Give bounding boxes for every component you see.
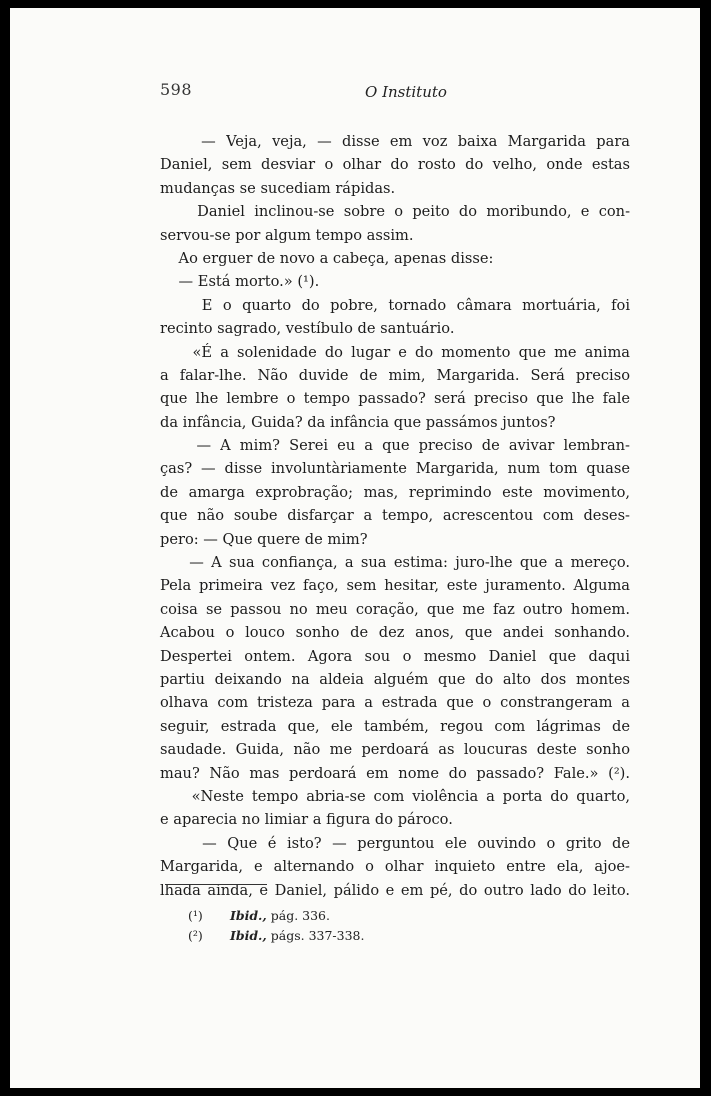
footnote-text: pág. 336. bbox=[270, 908, 330, 923]
text-line: E o quarto do pobre, tornado câmara mortuária, foi bbox=[160, 296, 630, 314]
text-line: coisa se passou no meu coração, que me faz outro homem. bbox=[160, 600, 630, 618]
text-line: — A mim? Serei eu a que preciso de avivar lembran- bbox=[160, 437, 630, 455]
text-line: que não soube disfarçar a tempo, acrescentou com deses- bbox=[160, 507, 630, 525]
footnote-1 bbox=[188, 906, 364, 926]
text-line: seguir, estrada que, ele também, regou com lágrimas de bbox=[160, 717, 630, 735]
text-line: pero: — Que quere de mim? bbox=[160, 530, 368, 548]
text-line: Daniel inclinou-se sobre o peito do moribundo, e con- bbox=[160, 203, 630, 221]
text-line: Ao erguer de novo a cabeça, apenas disse: bbox=[160, 249, 494, 267]
text-line: saudade. Guida, não me perdoará as loucuras deste sonho bbox=[160, 741, 630, 759]
text-line: — Que é isto? — perguntou ele ouvindo o grito de bbox=[160, 834, 630, 852]
footnote-mark: (¹) bbox=[188, 908, 203, 923]
text-line: olhava com tristeza para a estrada que o constrangeram a bbox=[160, 694, 630, 712]
text-line: «É a solenidade do lugar e do momento que me anima bbox=[160, 343, 630, 361]
page-header bbox=[160, 78, 470, 108]
text-line: de amarga exprobração; mas, reprimindo este movimento, bbox=[160, 483, 630, 501]
text-line: ças? — disse involuntàriamente Margarida, num tom quase bbox=[160, 460, 630, 478]
text-line: Margarida, e alternando o olhar inquieto entre ela, ajoe- bbox=[160, 858, 630, 876]
text-line: Daniel, sem desviar o olhar do rosto do velho, onde estas bbox=[160, 156, 630, 174]
text-line: recinto sagrado, vestíbulo de santuário. bbox=[160, 320, 455, 338]
text-line: «Neste tempo abria-se com violência a porta do quarto, bbox=[160, 787, 630, 805]
footnotes bbox=[188, 906, 364, 946]
footnote-text: págs. 337-338. bbox=[270, 928, 365, 943]
footnote-ref: Ibid., bbox=[229, 908, 267, 923]
text-line: e aparecia no limiar a figura do pároco. bbox=[160, 811, 453, 829]
text-line: que lhe lembre o tempo passado? será preciso que lhe fale bbox=[160, 390, 630, 408]
text-line: Pela primeira vez faço, sem hesitar, este juramento. Alguma bbox=[160, 577, 630, 595]
footnote-mark: (²) bbox=[188, 928, 203, 943]
running-title: O Instituto bbox=[365, 83, 447, 101]
text-line: — A sua confiança, a sua estima: juro-lhe que a mereço. bbox=[160, 554, 630, 572]
text-line: Despertei ontem. Agora sou o mesmo Daniel que daqui bbox=[160, 647, 630, 665]
text-line: da infância, Guida? da infância que passámos juntos? bbox=[160, 413, 556, 431]
text-line: mau? Não mas perdoará em nome do passado? Fale.» (²). bbox=[160, 764, 630, 782]
text-line: partiu deixando na aldeia alguém que do alto dos montes bbox=[160, 670, 630, 688]
footnote-rule bbox=[165, 884, 267, 885]
body-text bbox=[160, 130, 630, 902]
footnote-2 bbox=[188, 926, 364, 946]
text-line: — Está morto.» (¹). bbox=[160, 273, 320, 291]
text-line: lhada ainda, e Daniel, pálido e em pé, do outro lado do leito. bbox=[160, 881, 630, 899]
text-line: Acabou o louco sonho de dez anos, que andei sonhando. bbox=[160, 624, 630, 642]
text-line: — Veja, veja, — disse em voz baixa Margarida para bbox=[160, 133, 630, 150]
text-line: mudanças se sucediam rápidas. bbox=[160, 179, 396, 197]
page-number: 598 bbox=[160, 80, 193, 99]
text-line: servou-se por algum tempo assim. bbox=[160, 226, 414, 244]
book-page bbox=[10, 8, 700, 1088]
text-line: a falar-lhe. Não duvide de mim, Margarida. Será preciso bbox=[160, 366, 630, 384]
footnote-ref: Ibid., bbox=[229, 928, 267, 943]
